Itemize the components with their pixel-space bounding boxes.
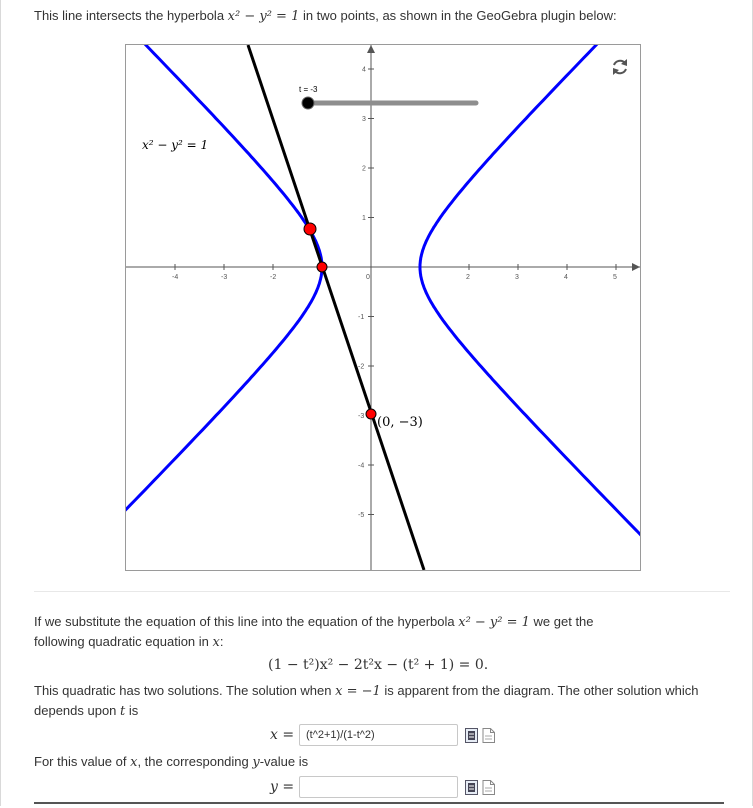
y-tick-label: 4 [362,66,366,74]
x-answer-input[interactable] [299,724,458,746]
x-tick-label: -4 [172,274,179,281]
preview-icon[interactable] [465,728,478,743]
point-label: (0, −3) [377,415,423,430]
hyperbola-right-branch[interactable] [420,45,640,570]
y-tick-label: 1 [362,215,366,222]
intro-equation: x² − y² = 1 [227,9,300,24]
paragraph-solutions [34,681,734,721]
x-tick-label: -3 [221,274,228,281]
quadratic-equation: (1 − t²)x² − 2t²x − (t² + 1) = 0. [268,657,489,673]
help-document-icon[interactable] [482,780,495,795]
help-document-icon[interactable] [482,728,495,743]
y-tick-label: -1 [358,314,365,321]
preview-icon[interactable] [465,780,478,795]
y-tick-label: -2 [358,363,365,371]
intersection-point-upper[interactable] [304,223,316,235]
x-tick-label: 2 [466,274,470,281]
y-tick-label: -3 [358,413,365,420]
para1-after: we get the [529,614,594,629]
para1-before: If we substitute the equation of this line into the equation of the hyperbola [34,614,459,629]
y-tick-label: 3 [362,116,366,123]
para1-var: x [212,635,220,650]
y-intercept-point[interactable] [366,409,376,419]
para1-equation: x² − y² = 1 [458,615,530,630]
para3-after: -value is [259,754,309,769]
para2-var: t [120,704,126,719]
y-axis-arrow [367,45,375,53]
para2-condition: x = −1 [335,684,381,699]
intersecting-line[interactable] [248,45,424,570]
paragraph-y-value [34,752,734,772]
y-tick-label: -4 [358,462,365,470]
intro-text [34,8,734,24]
intro-text-before: This line intersects the hyperbola [34,8,228,23]
para3-middle: , the corresponding [137,754,253,769]
x-tick-label: -2 [270,274,277,281]
x-tick-label: 5 [613,274,617,281]
para2-before: This quadratic has two solutions. The solution when [34,683,336,698]
y-answer-input[interactable] [299,776,458,798]
para1-line2-after: : [219,634,224,649]
slider-handle[interactable] [302,97,314,109]
curve-label: x² − y² = 1 [142,138,209,152]
paragraph-substitute [34,612,734,652]
geogebra-applet[interactable] [125,44,641,571]
hyperbola-left-branch[interactable] [126,45,322,570]
slider-label: t = -3 [299,85,318,94]
y-tick-label: -5 [358,512,365,519]
x-tick-label: 4 [564,274,568,281]
y-answer-label: y = [270,779,295,795]
divider [34,591,730,592]
para3-var-x: x [130,755,138,770]
graph-canvas[interactable] [126,45,640,570]
para3-var-y: y [252,755,260,770]
y-tick-label: 2 [362,165,366,173]
intro-text-after: in two points, as shown in the GeoGebra plugin below: [299,8,617,23]
bottom-rule [34,802,724,804]
para2-after: is apparent from the diagram. The other solution which [380,683,699,698]
reset-icon[interactable] [613,59,627,75]
para2-line2-after: is [125,703,139,718]
para2-line2-before: depends upon [34,703,121,718]
x-tick-label: 0 [366,274,370,281]
x-answer-label: x = [270,727,295,743]
intersection-point-lower[interactable] [317,262,327,272]
para3-before: For this value of [34,754,131,769]
x-axis-arrow [632,263,640,271]
para1-line2-before: following quadratic equation in [34,634,213,649]
x-tick-label: 3 [515,274,519,281]
